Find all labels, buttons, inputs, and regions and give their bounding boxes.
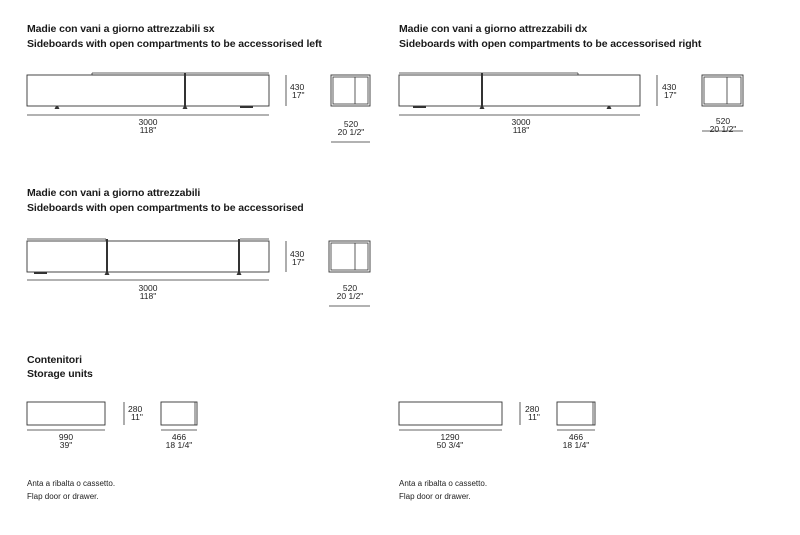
width-in: 118" — [139, 125, 157, 135]
storage-unit-b-side — [557, 402, 595, 425]
unit-a-note-it: Anta a ribalta o cassetto. — [27, 479, 116, 488]
section-title-en: Storage units — [27, 368, 93, 380]
unit-a-width-in: 39" — [59, 440, 73, 450]
unit-a-note-en: Flap door or drawer. — [27, 492, 99, 501]
section-title-en: Sideboards with open compartments to be accessorised left — [27, 38, 322, 50]
depth-mm: 520 — [342, 283, 358, 293]
unit-a-height-in: 11" — [131, 412, 143, 422]
unit-a-depth-mm: 466 — [171, 432, 187, 442]
unit-a-depth-in: 18 1/4" — [165, 440, 193, 450]
unit-b-note-en: Flap door or drawer. — [399, 492, 471, 501]
width-mm: 3000 — [138, 283, 158, 293]
section-title-it: Madie con vani a giorno attrezzabili dx — [399, 23, 588, 35]
height-mm: 430 — [290, 249, 305, 259]
width-mm: 3000 — [511, 117, 531, 127]
unit-b-height-mm: 280 — [525, 404, 540, 414]
unit-b-width-mm: 1290 — [440, 432, 460, 442]
height-in: 17" — [664, 90, 677, 100]
depth-mm: 520 — [343, 119, 359, 129]
height-in: 17" — [292, 90, 305, 100]
storage-unit-a-front — [27, 402, 105, 425]
depth-in: 20 1/2" — [709, 124, 737, 134]
section-title-it: Madie con vani a giorno attrezzabili — [27, 187, 201, 199]
storage-unit-a-side — [161, 402, 197, 425]
unit-b-note-it: Anta a ribalta o cassetto. — [399, 479, 488, 488]
depth-in: 20 1/2" — [337, 127, 365, 137]
height-mm: 430 — [290, 82, 305, 92]
section-title-it: Madie con vani a giorno attrezzabili sx — [27, 23, 215, 35]
depth-in: 20 1/2" — [336, 291, 364, 301]
unit-a-width-mm: 990 — [58, 432, 74, 442]
width-in: 118" — [512, 125, 530, 135]
height-in: 17" — [292, 257, 305, 267]
unit-a-height-mm: 280 — [128, 404, 143, 414]
section-title-en: Sideboards with open compartments to be accessorised — [27, 202, 304, 214]
unit-b-height-in: 11" — [528, 412, 540, 422]
depth-mm: 520 — [715, 116, 731, 126]
section-title-it: Contenitori — [27, 354, 82, 366]
storage-unit-b-front — [399, 402, 502, 425]
unit-b-depth-in: 18 1/4" — [562, 440, 590, 450]
section-title-en: Sideboards with open compartments to be accessorised right — [399, 38, 702, 50]
unit-b-depth-mm: 466 — [568, 432, 584, 442]
width-in: 118" — [139, 291, 157, 301]
height-mm: 430 — [662, 82, 677, 92]
unit-b-width-in: 50 3/4" — [436, 440, 464, 450]
width-mm: 3000 — [138, 117, 158, 127]
